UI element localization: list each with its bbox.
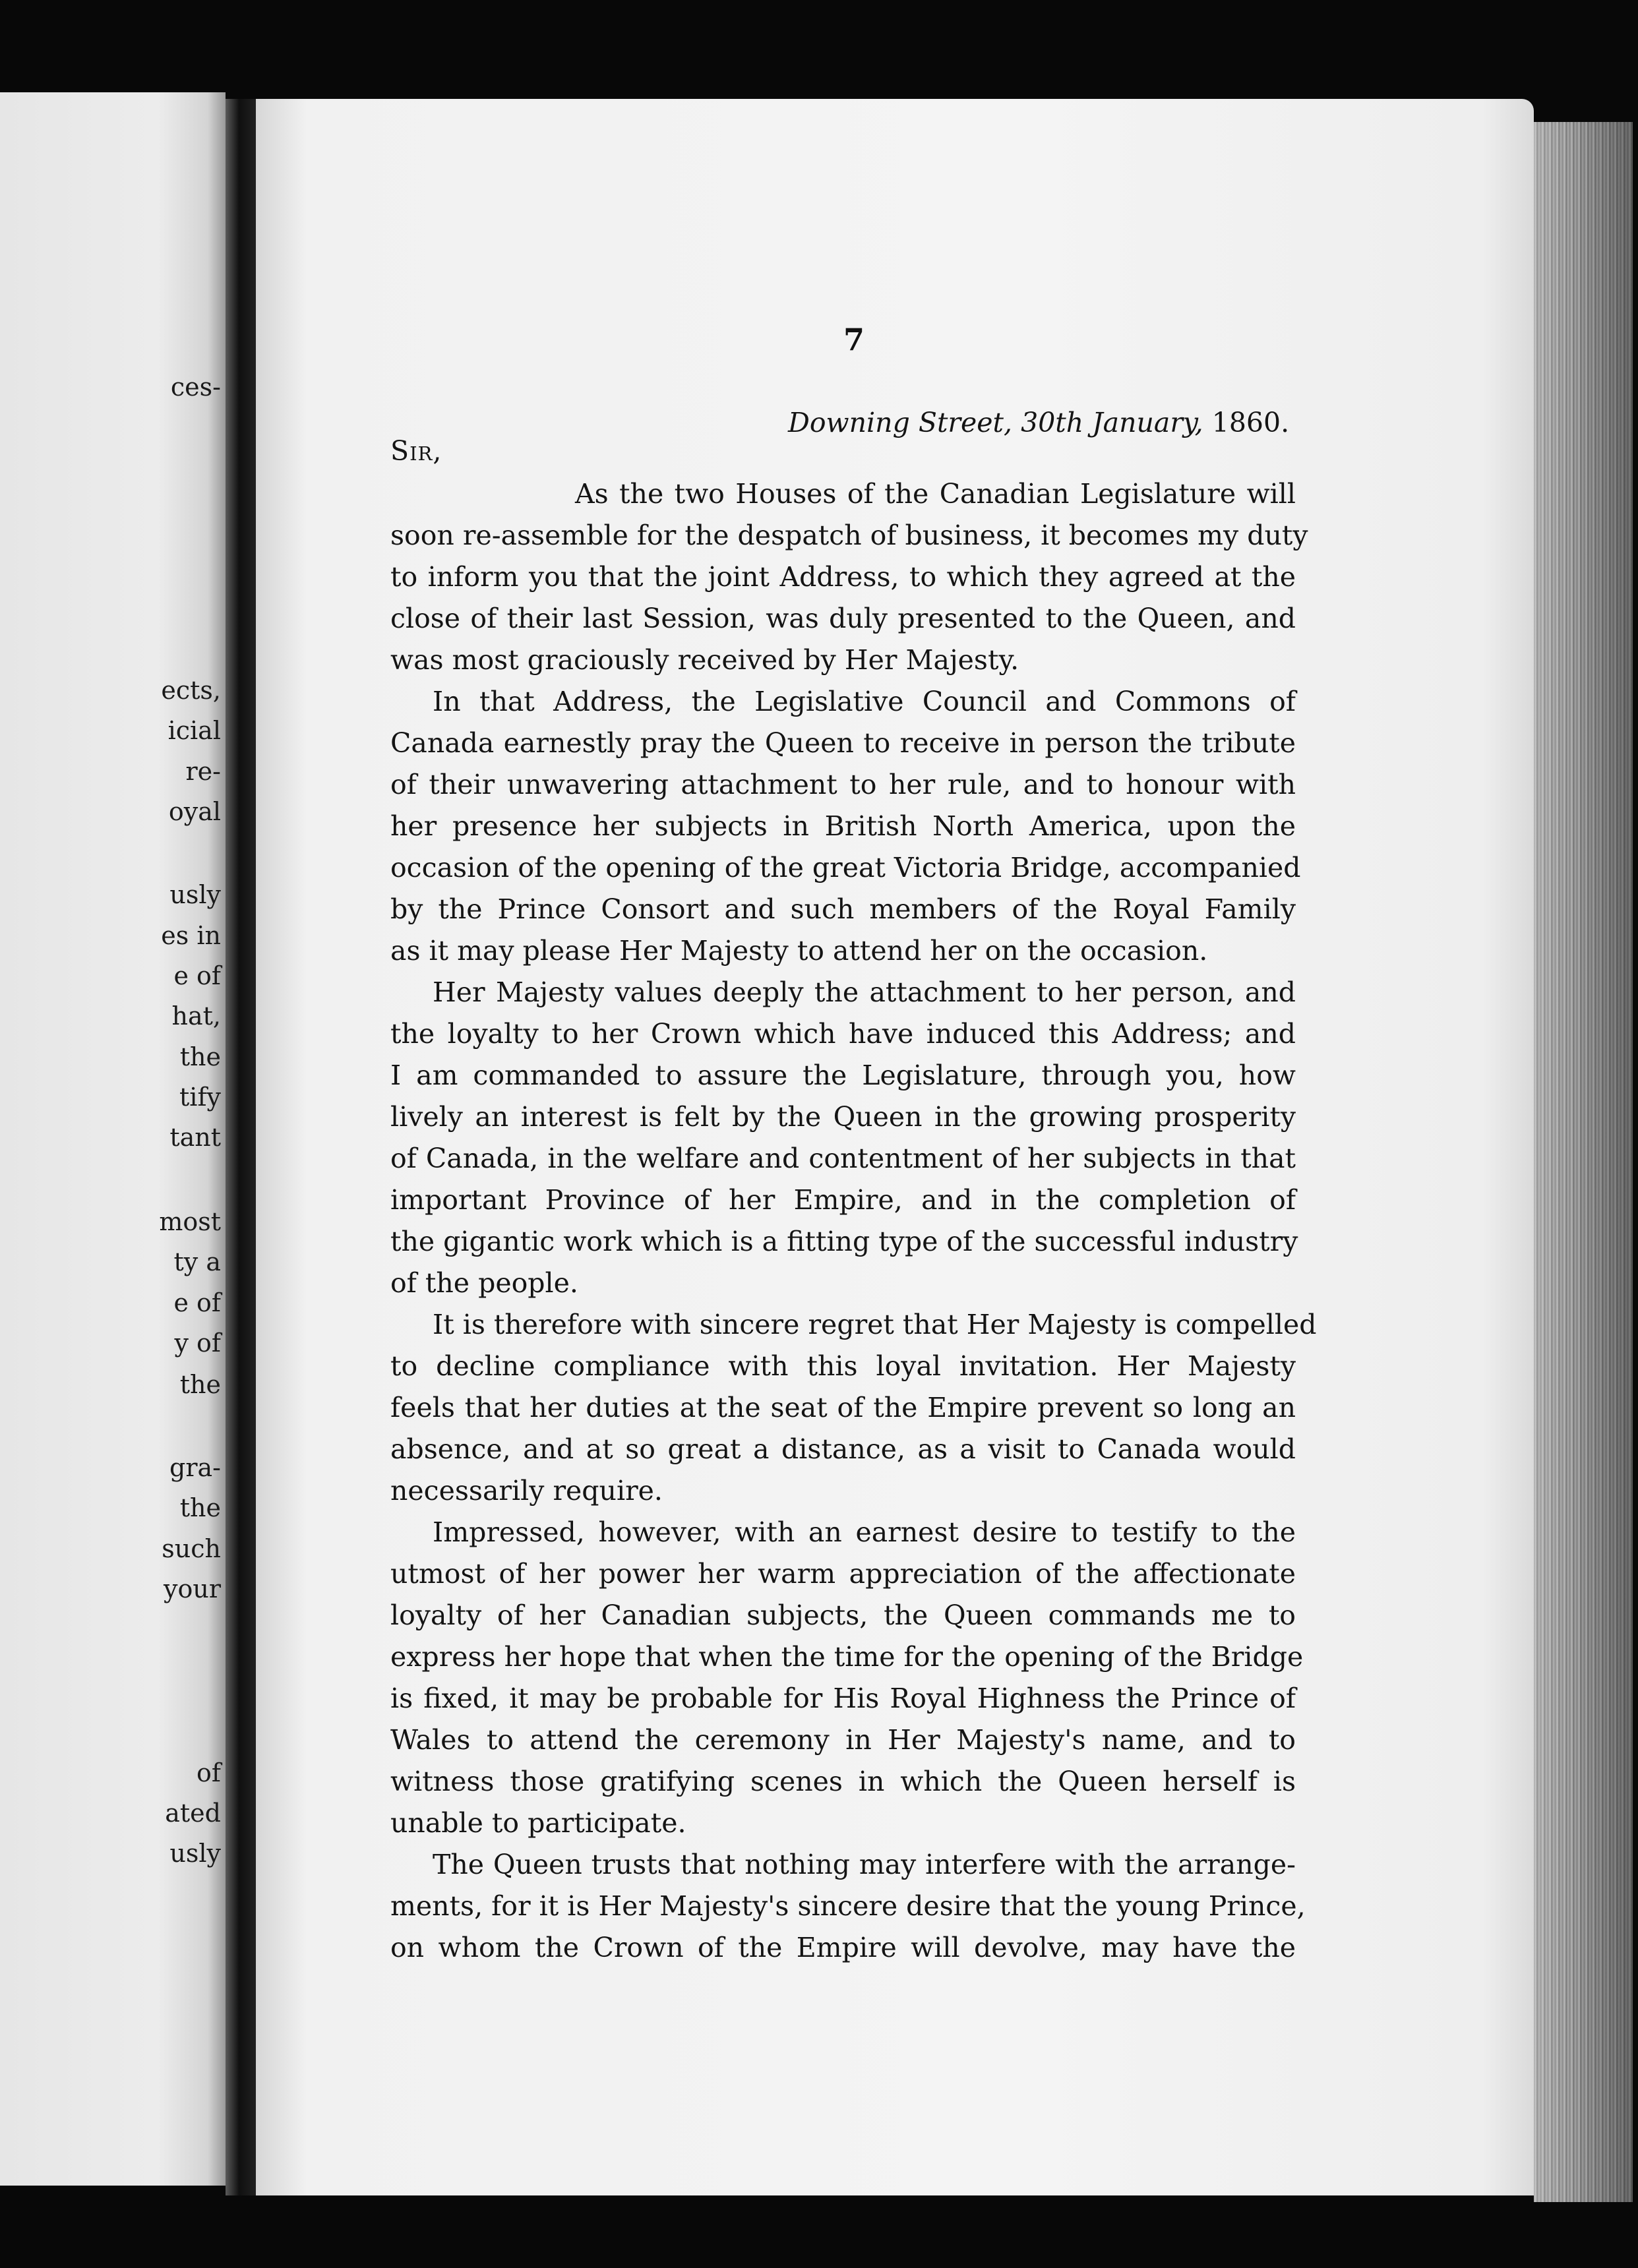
body-line: as it may please Her Majesty to attend her on the occasion. bbox=[390, 935, 1208, 967]
body-line: loyalty of her Canadian subjects, the Queen commands me to bbox=[390, 1599, 1296, 1631]
body-line: of their unwavering attachment to her rule, and to honour with bbox=[390, 769, 1296, 800]
left-page-fragment: of bbox=[197, 1758, 221, 1787]
left-page-fragment: ated bbox=[165, 1799, 221, 1828]
body-line: on whom the Crown of the Empire will devolve, may have the bbox=[390, 1932, 1296, 1963]
body-line: Impressed, however, with an earnest desire to testify to the bbox=[433, 1516, 1296, 1548]
body-line: to inform you that the joint Address, to which they agreed at the bbox=[390, 561, 1296, 593]
body-line: ments, for it is Her Majesty's sincere desire that the young Prince, bbox=[390, 1890, 1306, 1922]
left-page-fragment: the bbox=[179, 1493, 221, 1522]
body-line: express her hope that when the time for the opening of the Bridge bbox=[390, 1641, 1304, 1673]
body-line: to decline compliance with this loyal invitation. Her Majesty bbox=[390, 1350, 1296, 1382]
body-line: the gigantic work which is a fitting type of the successful industry bbox=[390, 1226, 1298, 1257]
body-line: was most graciously received by Her Majesty. bbox=[390, 644, 1019, 676]
body-line: of Canada, in the welfare and contentment of her subjects in that bbox=[390, 1143, 1296, 1174]
left-page-fragment: ects, bbox=[161, 676, 221, 705]
body-line: unable to participate. bbox=[390, 1807, 686, 1839]
body-line: utmost of her power her warm appreciation of the affectionate bbox=[390, 1558, 1296, 1590]
dateline-date: 30th January, bbox=[1021, 407, 1203, 438]
body-line: important Province of her Empire, and in the completion of bbox=[390, 1184, 1296, 1216]
body-line: In that Address, the Legislative Council and Commons of bbox=[433, 686, 1296, 717]
left-page-fragment: gra- bbox=[169, 1453, 221, 1482]
left-page-fragment: most bbox=[159, 1207, 221, 1236]
left-page-fragment: such bbox=[162, 1534, 221, 1563]
body-line: Canada earnestly pray the Queen to receive in person the tribute bbox=[390, 727, 1296, 759]
book-gutter bbox=[226, 99, 256, 2195]
body-line: the loyalty to her Crown which have induced this Address; and bbox=[390, 1018, 1296, 1050]
body-line: lively an interest is felt by the Queen in the growing prosperity bbox=[390, 1101, 1296, 1133]
body-line: of the people. bbox=[390, 1267, 578, 1299]
body-line: soon re-assemble for the despatch of business, it becomes my duty bbox=[390, 520, 1308, 551]
left-page-fragment: the bbox=[179, 1042, 221, 1071]
body-line: absence, and at so great a distance, as a visit to Canada would bbox=[390, 1433, 1296, 1465]
dateline-place: Downing Street, bbox=[788, 407, 1013, 438]
left-page-fragment: icial bbox=[167, 716, 221, 745]
body-line: necessarily require. bbox=[390, 1475, 663, 1507]
left-page-fragment: oyal bbox=[168, 797, 221, 826]
body-line: The Queen trusts that nothing may interfere with the arrange- bbox=[433, 1849, 1296, 1880]
left-page-fragment: the bbox=[179, 1370, 221, 1399]
left-page-fragment: ces- bbox=[170, 373, 221, 402]
left-page-fragment: tify bbox=[179, 1083, 221, 1112]
body-line: her presence her subjects in British North America, upon the bbox=[390, 810, 1296, 842]
page-number: 7 bbox=[843, 322, 865, 357]
left-page-fragment: tant bbox=[169, 1123, 221, 1152]
page-edges bbox=[1534, 122, 1633, 2202]
body-line: It is therefore with sincere regret that Her Majesty is compelled bbox=[433, 1309, 1317, 1340]
left-page-fragment: usly bbox=[169, 1839, 221, 1868]
dateline bbox=[788, 409, 1289, 436]
body-line: close of their last Session, was duly presented to the Queen, and bbox=[390, 603, 1296, 634]
body-line: is fixed, it may be probable for His Royal Highness the Prince of bbox=[390, 1683, 1296, 1714]
body-line: witness those gratifying scenes in which the Queen herself is bbox=[390, 1766, 1296, 1797]
dateline-year: 1860. bbox=[1211, 407, 1290, 438]
salutation: Sir, bbox=[390, 435, 442, 467]
body-line: occasion of the opening of the great Victoria Bridge, accompanied bbox=[390, 852, 1301, 883]
left-page-fragment: ty a bbox=[173, 1247, 221, 1276]
body-line: by the Prince Consort and such members of the Royal Family bbox=[390, 893, 1296, 925]
left-page-fragment: e of bbox=[173, 1288, 221, 1317]
left-page-fragment: re- bbox=[185, 757, 221, 786]
body-line: Her Majesty values deeply the attachment to her person, and bbox=[433, 976, 1296, 1008]
body-line: Wales to attend the ceremony in Her Majesty's name, and to bbox=[390, 1724, 1296, 1756]
body-line: feels that her duties at the seat of the Empire prevent so long an bbox=[390, 1392, 1296, 1423]
left-page-fragment: hat, bbox=[171, 1001, 221, 1030]
left-page-fragment: your bbox=[164, 1574, 221, 1603]
body-line: As the two Houses of the Canadian Legislature will bbox=[575, 478, 1296, 510]
left-page-fragment: e of bbox=[173, 961, 221, 990]
body-line: I am commanded to assure the Legislature, through you, how bbox=[390, 1059, 1296, 1091]
left-page-fragment: usly bbox=[169, 880, 221, 909]
left-page-fragment: es in bbox=[161, 921, 221, 950]
left-page-fragment: y of bbox=[174, 1328, 221, 1358]
